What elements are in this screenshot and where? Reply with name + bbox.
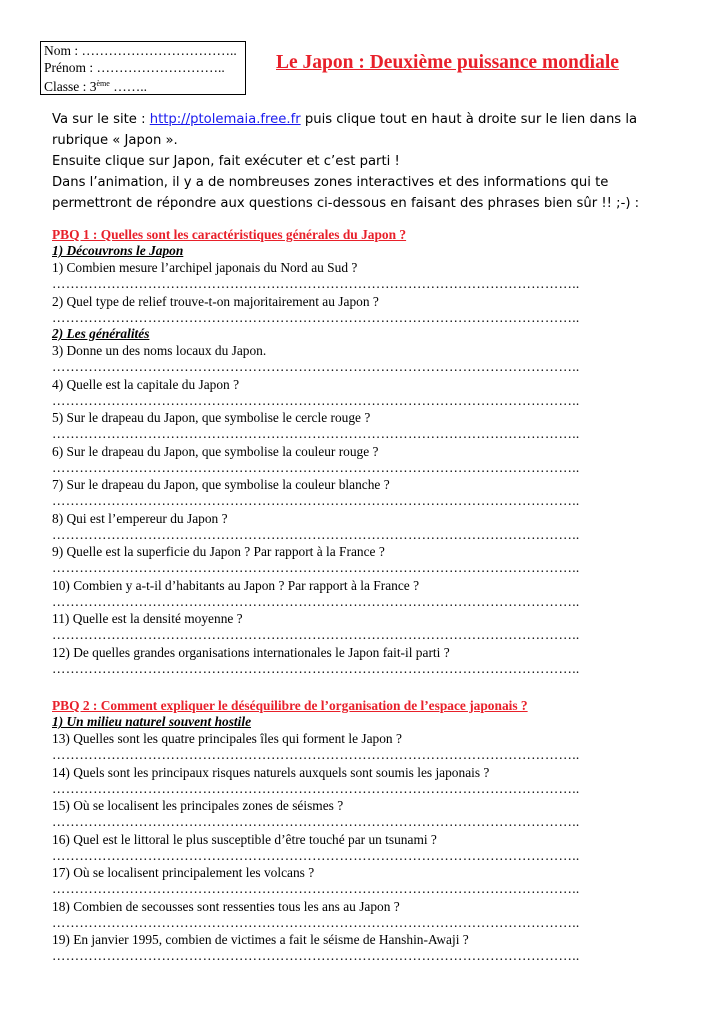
question: 6) Sur le drapeau du Japon, que symbolise la couleur rouge ? — [52, 443, 379, 459]
answer-line[interactable]: …………………………………………………………………………………………………….. — [52, 493, 580, 508]
answer-line[interactable]: …………………………………………………………………………………………………….. — [52, 627, 580, 642]
intro-text — [52, 109, 682, 214]
question: 7) Sur le drapeau du Japon, que symbolise la couleur blanche ? — [52, 477, 390, 492]
question: 13) Quelles sont les quatre principales îles qui forment le Japon ? — [52, 731, 402, 746]
question: 11) Quelle est la densité moyenne ? — [52, 611, 243, 626]
question: 12) De quelles grandes organisations internationales le Japon fait-il parti ? — [52, 644, 450, 660]
question: 3) Donne un des noms locaux du Japon. — [52, 343, 267, 358]
answer-line[interactable]: …………………………………………………………………………………………………….. — [52, 593, 580, 609]
firstname-field: Prénom : ……………………….. — [44, 59, 225, 75]
intro-line-3: Dans l’animation, il y a de nombreuses zones interactives et des informations qui te permettront de répondre aux questions ci-dessous en faisant des phrases bien sûr !! ;-) : — [52, 175, 640, 211]
question: 9) Quelle est la superficie du Japon ? Par rapport à la France ? — [52, 544, 385, 559]
section-spacer — [52, 677, 676, 697]
subsection-heading: 1) Découvrons le Japon — [52, 243, 184, 258]
answer-line[interactable]: …………………………………………………………………………………………………….. — [52, 747, 580, 762]
question: 5) Sur le drapeau du Japon, que symbolise le cercle rouge ? — [52, 410, 371, 425]
subsection-heading: 2) Les généralités — [52, 326, 150, 341]
question: 1) Combien mesure l’archipel japonais du Nord au Sud ? — [52, 260, 358, 275]
answer-line[interactable]: …………………………………………………………………………………………………….. — [52, 814, 580, 829]
site-link[interactable]: http://ptolemaia.free.fr — [149, 112, 301, 127]
answer-line[interactable]: …………………………………………………………………………………………………….. — [52, 914, 580, 930]
answer-line[interactable]: …………………………………………………………………………………………………….. — [52, 780, 580, 796]
question: 19) En janvier 1995, combien de victimes a fait le séisme de Hanshin-Awaji ? — [52, 932, 469, 947]
answer-line[interactable]: …………………………………………………………………………………………………….. — [52, 459, 580, 475]
question: 2) Quel type de relief trouve-t-on majoritairement au Japon ? — [52, 293, 379, 309]
answer-line[interactable]: …………………………………………………………………………………………………….. — [52, 276, 580, 291]
name-field: Nom : …………………………….. — [44, 43, 237, 58]
question: 17) Où se localisent principalement les volcans ? — [52, 865, 315, 880]
question: 4) Quelle est la capitale du Japon ? — [52, 376, 240, 392]
question: 10) Combien y a-t-il d’habitants au Japon ? Par rapport à la France ? — [52, 577, 420, 593]
answer-line[interactable]: …………………………………………………………………………………………………….. — [52, 426, 580, 441]
class-field: Classe : 3ème …….. — [44, 79, 147, 94]
question: 16) Quel est le littoral le plus susceptible d’être touché par un tsunami ? — [52, 831, 437, 847]
question: 8) Qui est l’empereur du Japon ? — [52, 510, 228, 526]
answer-line[interactable]: …………………………………………………………………………………………………….. — [52, 359, 580, 374]
section-heading: PBQ 2 : Comment expliquer le déséquilibre de l’organisation de l’espace japonais ? — [52, 698, 528, 713]
intro-line-1: Va sur le site : http://ptolemaia.free.fr puis clique tout en haut à droite sur le lien dans la rubrique « Japon ». — [52, 112, 638, 148]
intro-line-2: Ensuite clique sur Japon, fait exécuter et c’est parti ! — [52, 154, 400, 169]
question: 15) Où se localisent les principales zones de séismes ? — [52, 798, 344, 813]
answer-line[interactable]: …………………………………………………………………………………………………….. — [52, 392, 580, 408]
section-heading: PBQ 1 : Quelles sont les caractéristiques générales du Japon ? — [52, 227, 407, 242]
answer-line[interactable]: …………………………………………………………………………………………………….. — [52, 881, 580, 896]
page-title: Le Japon : Deuxième puissance mondiale — [276, 52, 619, 73]
answer-line[interactable]: …………………………………………………………………………………………………….. — [52, 948, 580, 963]
subsection-heading: 1) Un milieu naturel souvent hostile — [52, 714, 252, 729]
answer-line[interactable]: …………………………………………………………………………………………………….. — [52, 309, 580, 325]
answer-line[interactable]: …………………………………………………………………………………………………….. — [52, 526, 580, 542]
answer-line[interactable]: …………………………………………………………………………………………………….. — [52, 660, 580, 676]
worksheet — [52, 226, 676, 965]
answer-line[interactable]: …………………………………………………………………………………………………….. — [52, 847, 580, 863]
question: 14) Quels sont les principaux risques naturels auxquels sont soumis les japonais ? — [52, 764, 490, 780]
answer-line[interactable]: …………………………………………………………………………………………………….. — [52, 560, 580, 575]
student-id-box — [40, 41, 246, 95]
question: 18) Combien de secousses sont ressenties tous les ans au Japon ? — [52, 898, 400, 914]
